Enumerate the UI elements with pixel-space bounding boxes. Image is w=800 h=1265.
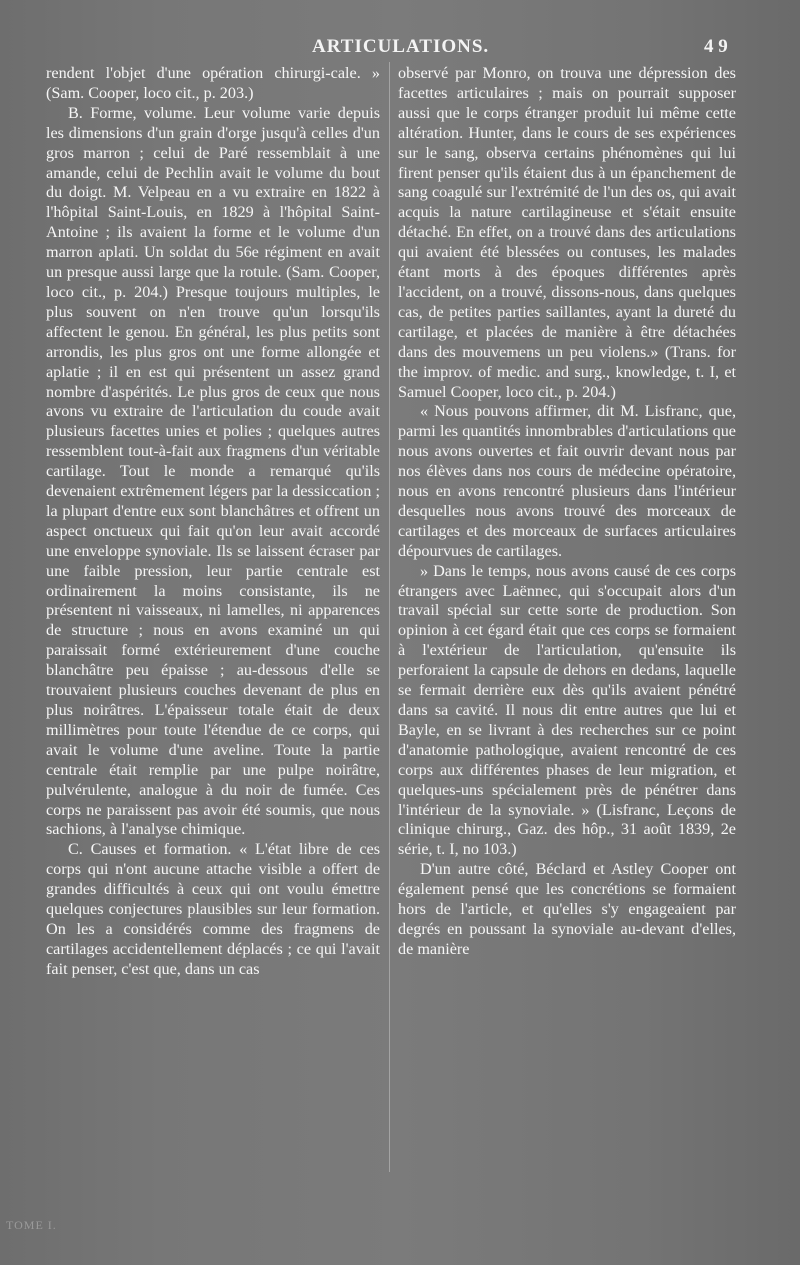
page-number: 4 9 xyxy=(704,36,728,57)
right-column xyxy=(398,64,736,960)
signature-mark: TOME I. xyxy=(6,1218,57,1232)
left-column xyxy=(46,64,380,980)
paragraph: « Nous pouvons affirmer, dit M. Lisfranc, que, parmi les quantités innombrables d'articulations que nous avons ouvertes et fait ouvrir devant nous par nos élèves dans nos cours de médecine opératoire, nous en avons rencontré plusieurs dans l'intérieur desquelles nous avons trouvé des morceaux de cartilages et des morceaux de surfaces articulaires dépourvues de cartilages. xyxy=(398,402,736,560)
paragraph: D'un autre côté, Béclard et Astley Cooper ont également pensé que les concrétions se formaient hors de l'article, et qu'elles s'y engageaient par degrés en poussant la synoviale au-devant d'elles, de manière xyxy=(398,860,736,958)
paragraph: » Dans le temps, nous avons causé de ces corps étrangers avec Laënnec, qui s'occupait alors d'un travail spécial sur cette sorte de production. Son opinion à cet égard était que ces corps se formaient à l'extérieur de l'articulation, qu'ensuite ils perforaient la capsule de dehors en dedans, laquelle se fermait derrière eux dès qu'ils avaient pénétré dans sa cavité. Il nous dit entre autres que lui et Bayle, en se livrant à des recherches sur ce point d'anatomie pathologique, avaient rencontré de ces corps aux différentes phases de leur migration, et quelques-uns spécialement près de pénétrer dans l'intérieur de la synoviale. » (Lisfranc, Leçons de clinique chirurg., Gaz. des hôp., 31 août 1839, 2e série, t. I, no 103.) xyxy=(398,561,736,859)
running-title: ARTICULATIONS. xyxy=(312,36,490,57)
paragraph: rendent l'objet d'une opération chirurgi-cale. » (Sam. Cooper, loco cit., p. 203.) xyxy=(46,64,380,102)
page-header xyxy=(0,34,800,60)
column-divider xyxy=(389,62,390,1172)
paragraph: C. Causes et formation. « L'état libre de ces corps qui n'ont aucune attache visible a offert de grandes difficultés à ceux qui ont voulu émettre quelques conjectures plausibles sur leur formation. On les a considérés comme des fragmens de cartilages accidentellement déplacés ; ce qui l'avait fait penser, c'est que, dans un cas xyxy=(46,840,380,978)
paragraph: B. Forme, volume. Leur volume varie depuis les dimensions d'un grain d'orge jusqu'à celles d'un gros marron ; celui de Paré ressemblait à une amande, celui de Pechlin avait le volume du bout du doigt. M. Velpeau en a vu extraire en 1822 à l'hôpital Saint-Louis, en 1829 à l'hôpital Saint-Antoine ; ils avaient la forme et le volume d'un marron aplati. Un soldat du 56e régiment en avait un presque aussi large que la rotule. (Sam. Cooper, loco cit., p. 204.) Presque toujours multiples, le plus souvent on n'en trouve qu'un lorsqu'ils affectent le genou. En général, les plus petits sont arrondis, les plus gros ont une forme allongée et aplatie ; il en est qui présentent un assez grand nombre d'aspérités. Le plus gros de ceux que nous avons vu extraire de l'articulation du coude avait plusieurs facettes unies et polies ; quelques autres ressemblent tout-à-fait aux fragmens d'un véritable cartilage. Tout le monde a remarqué qu'ils devenaient extrêmement légers par la dessiccation ; la plupart d'entre eux sont blanchâtres et offrent un aspect onctueux qui fait qu'on leur avait accordé une enveloppe synoviale. Ils se laissent écraser par une faible pression, leur partie centrale est ordinairement la moins consistante, ils ne présentent ni vaisseaux, ni lamelles, ni apparences de structure ; nous en avons examiné un qui paraissait formé extérieurement d'une couche blanchâtre peu épaisse ; au-dessous d'elle se trouvaient plusieurs couches devenant de plus en plus noirâtres. L'épaisseur totale était de deux millimètres pour toute l'étendue de ce corps, qui avait le volume d'une aveline. Toute la partie centrale était remplie par une pulpe noirâtre, pulvérulente, analogue à du noir de fumée. Ces corps ne paraissent pas avoir été soumis, que nous sachions, à l'analyse chimique. xyxy=(46,103,380,839)
paragraph: observé par Monro, on trouva une dépression des facettes articulaires ; mais on pourrait supposer aussi que le corps étranger produit lui même cette altération. Hunter, dans le cours de ses expériences sur le sang, observa certains phénomènes qui lui firent penser qu'ils étaient dus à un épanchement de sang coagulé sur l'extrémité de l'un des os, qui avait acquis la nature cartilagineuse et s'était ensuite détaché. En effet, on a trouvé dans des articulations qui avaient été blessées ou contuses, les malades étant morts à des époques différentes après l'accident, on a trouvé, dissons-nous, dans quelques cas, de petites parties saillantes, ayant la dureté du cartilage, et placées de manière à être détachées dans des mouvemens un peu violens.» (Trans. for the improv. of medic. and surg., knowledge, t. I, et Samuel Cooper, loco cit., p. 204.) xyxy=(398,64,736,401)
